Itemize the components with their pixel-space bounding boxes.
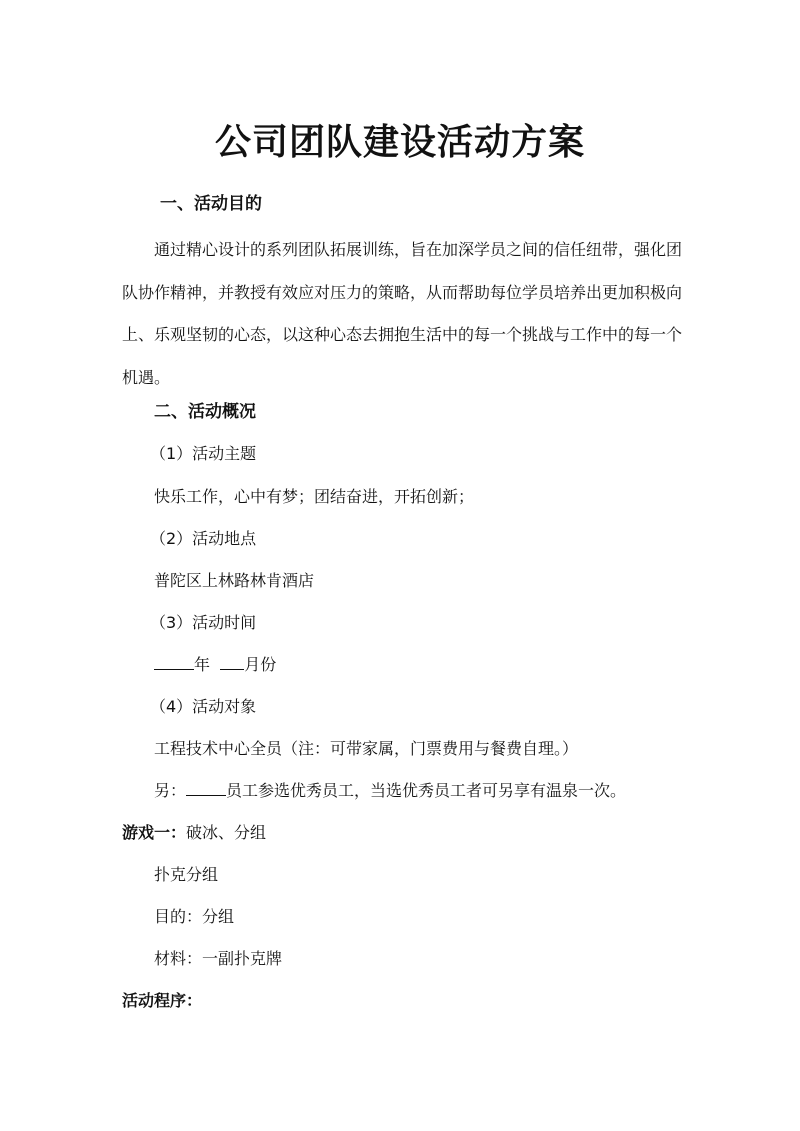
purpose-paragraph: 通过精心设计的系列团队拓展训练，旨在加深学员之间的信任纽带，强化团队协作精神，并教授有效应对压力的策略，从而帮助每位学员培养出更加积极向上、乐观坚韧的心态，以这种心态去拥抱生活中的每一个挑战与工作中的每一个机遇。 [122, 240, 683, 387]
extra-text: 员工参选优秀员工，当选优秀员工者可另享有温泉一次。 [226, 781, 627, 800]
audience-text: 工程技术中心全员（注：可带家属，门票费用与餐费自理。） [154, 739, 579, 758]
year-blank [154, 653, 194, 670]
audience-label: （4）活动对象 [150, 697, 257, 716]
section-heading-overview: 二、活动概况 [154, 402, 256, 422]
extra-note [154, 779, 626, 803]
procedure-label: 活动程序： [122, 991, 203, 1010]
document-title: 公司团队建设活动方案 [214, 122, 585, 163]
time-label: （3）活动时间 [150, 613, 257, 632]
time-year: 年 [194, 655, 211, 674]
extra-prefix: 另： [154, 781, 187, 800]
theme-label: （1）活动主题 [150, 444, 257, 463]
game1-purpose: 目的：分组 [154, 907, 235, 926]
month-blank [220, 653, 244, 670]
game1-material: 材料：一副扑克牌 [154, 949, 283, 968]
location-label: （2）活动地点 [150, 529, 257, 548]
game1-label: 游戏一： [122, 823, 187, 842]
game1-subtitle: 扑克分组 [154, 865, 219, 884]
location-text: 普陀区上林路林肯酒店 [154, 571, 315, 590]
section-heading-purpose: 一、活动目的 [160, 194, 262, 214]
game1-name: 破冰、分组 [186, 823, 267, 842]
time-text [154, 653, 276, 677]
theme-text: 快乐工作，心中有梦；团结奋进，开拓创新； [154, 487, 475, 506]
time-month: 月份 [244, 655, 277, 674]
game1-line [122, 821, 266, 845]
extra-blank [186, 779, 226, 796]
